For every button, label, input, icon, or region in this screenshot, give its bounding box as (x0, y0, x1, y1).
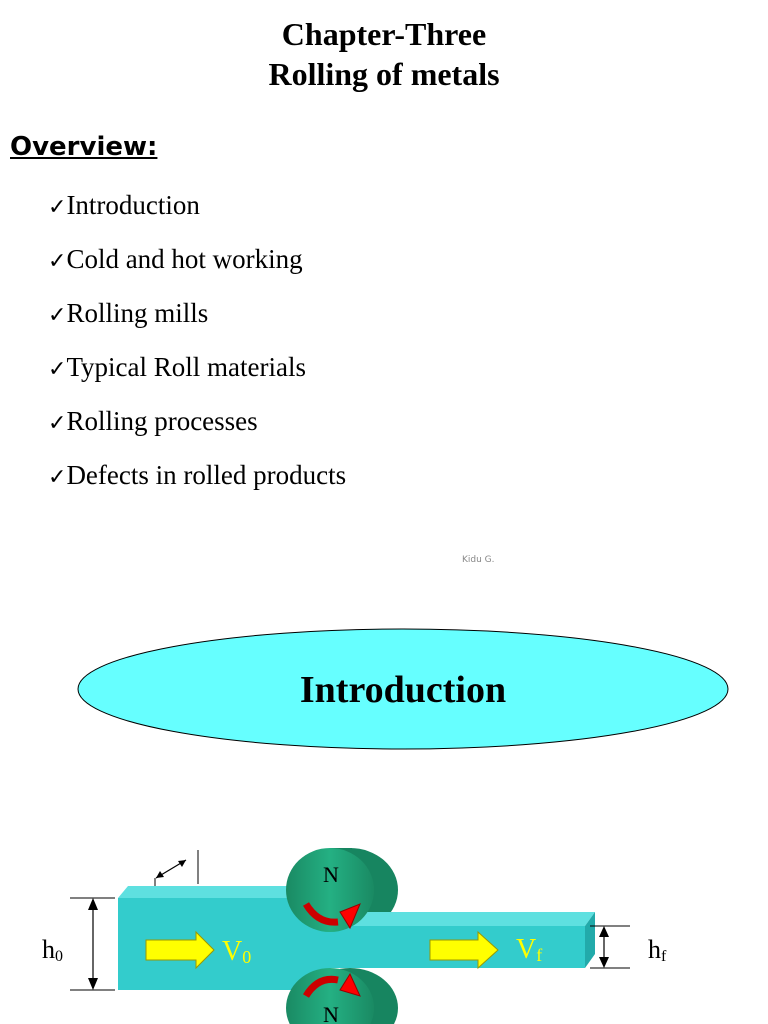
list-item (48, 401, 346, 455)
list-item (48, 185, 346, 239)
hf-arrowhead-icon (599, 957, 609, 968)
list-item-label: Rolling mills (66, 298, 209, 328)
chapter-title: Chapter-Three (281, 16, 487, 52)
overview-list (48, 185, 346, 509)
rolling-diagram (0, 840, 768, 1024)
checkmark-icon: ✓ (48, 357, 67, 382)
list-item (48, 455, 346, 509)
h0-arrowhead-icon (88, 978, 98, 990)
strip-top-face-thick (118, 886, 305, 898)
list-item (48, 293, 346, 347)
list-item-label: Introduction (66, 190, 200, 220)
checkmark-icon: ✓ (48, 411, 67, 436)
h0-label: h0 (42, 935, 63, 965)
overview-heading: Overview: (10, 132, 158, 162)
list-item-label: Typical Roll materials (66, 352, 306, 382)
bottom-roll-label: N (323, 1002, 339, 1024)
checkmark-icon: ✓ (48, 249, 67, 274)
checkmark-icon: ✓ (48, 465, 67, 490)
list-item (48, 347, 346, 401)
checkmark-icon: ✓ (48, 303, 67, 328)
list-item-label: Cold and hot working (66, 244, 303, 274)
vf-label: Vf (516, 934, 543, 965)
checkmark-icon: ✓ (48, 195, 67, 220)
hf-label: hf (648, 935, 667, 965)
introduction-heading: Introduction (299, 669, 507, 711)
list-item-label: Rolling processes (66, 406, 258, 436)
chapter-subtitle: Rolling of metals (268, 56, 500, 92)
slide-divider (0, 590, 768, 591)
list-item-label: Defects in rolled products (66, 460, 347, 490)
list-item (48, 239, 346, 293)
strip-top-face-thin (330, 912, 595, 926)
author-footer: Kidu G. (462, 555, 495, 565)
h0-arrowhead-icon (88, 898, 98, 910)
hf-arrowhead-icon (599, 926, 609, 937)
v0-label: V0 (222, 936, 252, 967)
top-roll-label: N (323, 862, 339, 887)
